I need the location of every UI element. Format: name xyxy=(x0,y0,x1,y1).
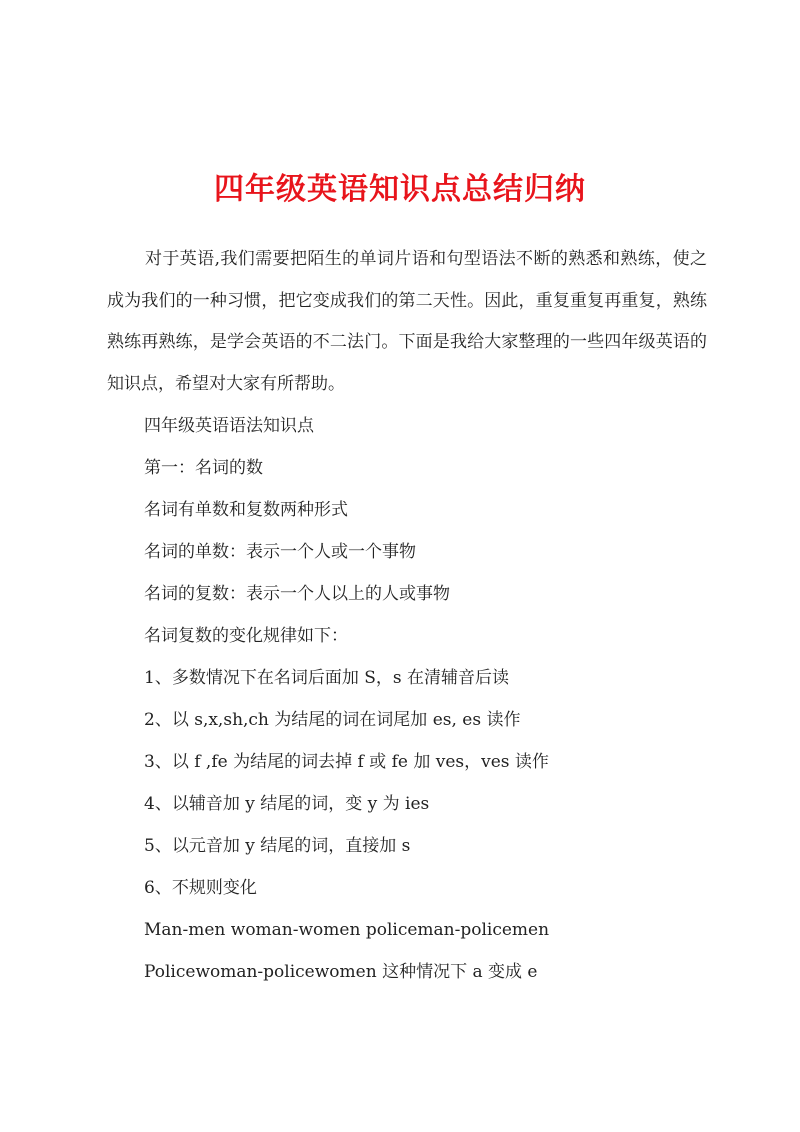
section-heading-grammar: 四年级英语语法知识点 xyxy=(144,416,314,436)
subsection-heading-noun-number: 第一：名词的数 xyxy=(144,458,263,478)
rule-item-4: 4、以辅音加 y 结尾的词，变 y 为 ies xyxy=(144,794,430,814)
body-line: 名词的复数：表示一个人以上的人或事物 xyxy=(144,584,450,604)
rule-item-6: 6、不规则变化 xyxy=(144,878,257,898)
rule-item-3: 3、以 f ,fe 为结尾的词去掉 f 或 fe 加 ves，ves 读作 xyxy=(144,752,549,772)
document-title: 四年级英语知识点总结归纳 xyxy=(214,172,586,207)
body-line: 名词的单数：表示一个人或一个事物 xyxy=(144,542,416,562)
rule-item-1: 1、多数情况下在名词后面加 S，s 在清辅音后读 xyxy=(144,668,509,688)
intro-paragraph: 对于英语,我们需要把陌生的单词片语和句型语法不断的熟悉和熟练，使之成为我们的一种习惯，把它变成我们的第二天性。因此，重复重复再重复，熟练熟练再熟练，是学会英语的不二法门。下面是我给大家整理的一些四年级英语的知识点，希望对大家有所帮助。 xyxy=(107,249,707,394)
body-line: 名词有单数和复数两种形式 xyxy=(144,500,348,520)
example-line: Man-men woman-women policeman-policemen xyxy=(144,920,550,940)
rule-item-2: 2、以 s,x,sh,ch 为结尾的词在词尾加 es, es 读作 xyxy=(144,710,521,730)
body-line: 名词复数的变化规律如下： xyxy=(144,626,348,646)
example-line: Policewoman-policewomen 这种情况下 a 变成 e xyxy=(144,962,538,982)
rule-item-5: 5、以元音加 y 结尾的词，直接加 s xyxy=(144,836,411,856)
